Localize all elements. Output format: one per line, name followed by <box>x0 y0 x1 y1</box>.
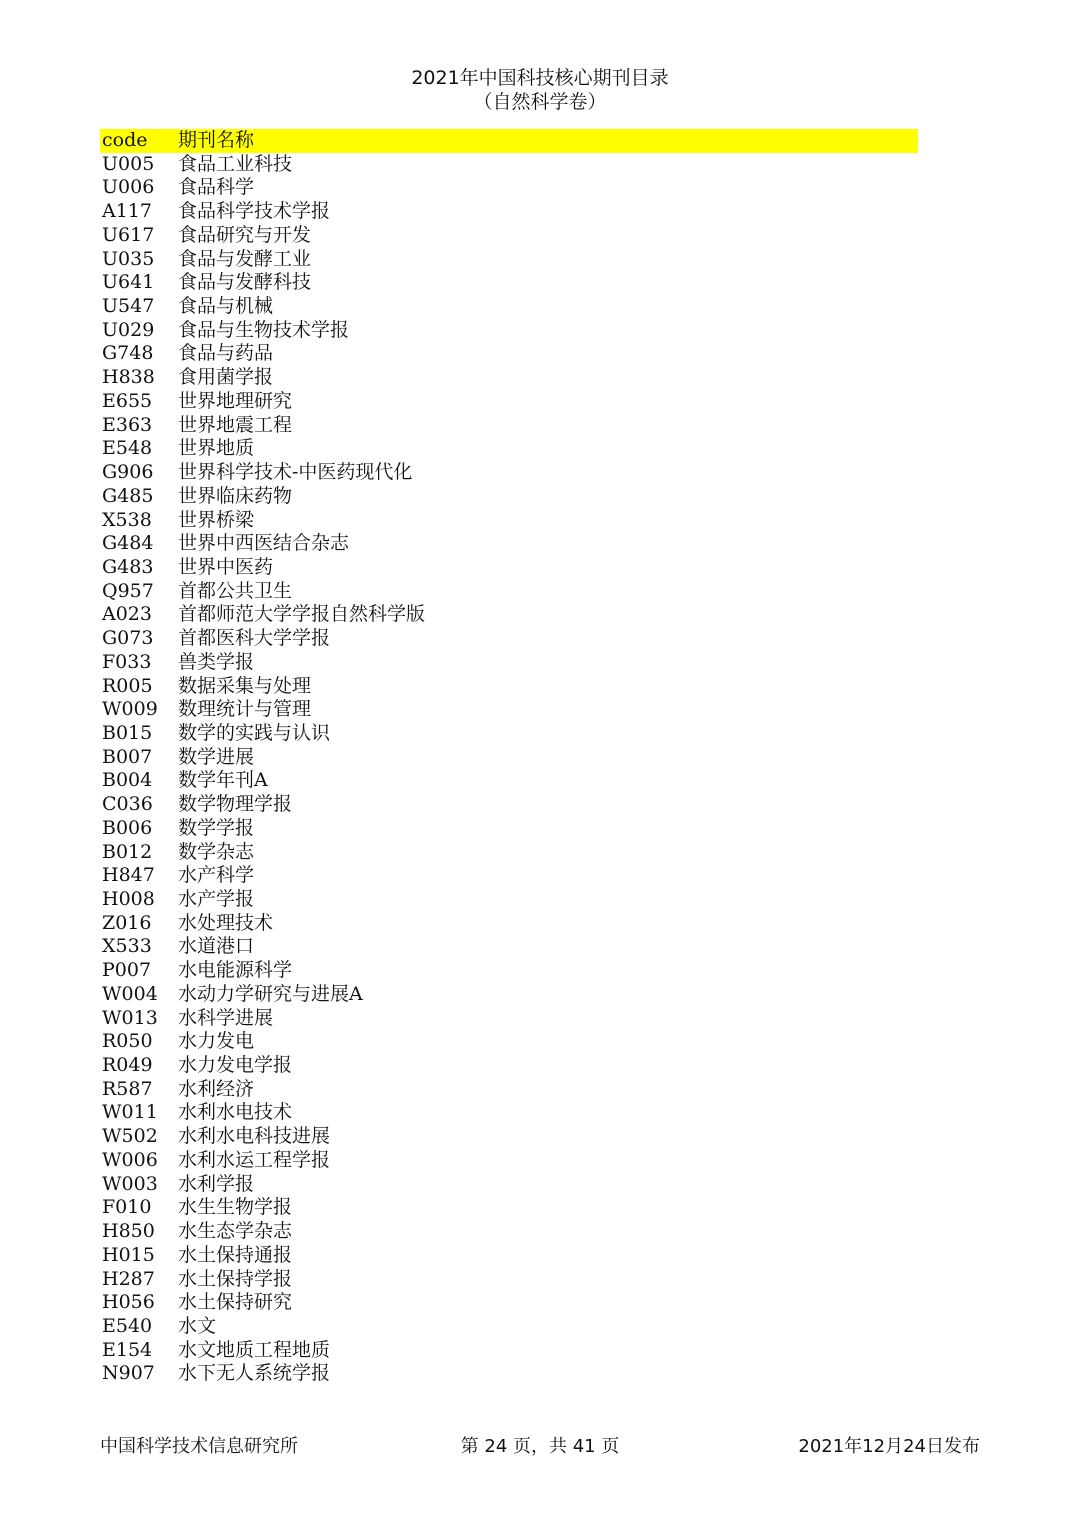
table-row <box>100 1173 918 1197</box>
journal-code: R587 <box>102 1077 153 1100</box>
footer-publisher: 中国科学技术信息研究所 <box>100 1436 298 1457</box>
journal-name: 首都师范大学学报自然科学版 <box>178 603 426 626</box>
journal-name: 数学年刊A <box>178 769 268 792</box>
journal-name: 水力发电 <box>178 1030 255 1053</box>
journal-code: H056 <box>102 1291 155 1314</box>
journal-name: 世界中西医结合杂志 <box>178 532 350 555</box>
table-row <box>100 271 918 295</box>
journal-name: 水土保持研究 <box>178 1291 293 1314</box>
journal-name: 食品与机械 <box>178 295 274 318</box>
journal-name: 食品与药品 <box>178 342 274 365</box>
table-row <box>100 176 918 200</box>
table-row <box>100 1196 918 1220</box>
table-row <box>100 959 918 983</box>
journal-code: U005 <box>102 152 155 175</box>
journal-name: 世界地理研究 <box>178 389 293 412</box>
footer-release-date: 2021年12月24日发布 <box>798 1436 980 1457</box>
table-row <box>100 1268 918 1292</box>
table-row <box>100 1291 918 1315</box>
header-code: code <box>102 129 148 151</box>
journal-code: F033 <box>102 650 152 673</box>
table-row <box>100 1007 918 1031</box>
journal-name: 水土保持学报 <box>178 1267 293 1290</box>
journal-code: R050 <box>102 1030 153 1053</box>
table-row <box>100 888 918 912</box>
journal-name: 水产科学 <box>178 864 255 887</box>
table-row <box>100 912 918 936</box>
table-row <box>100 390 918 414</box>
journal-code: H850 <box>102 1220 155 1243</box>
journal-name: 世界临床药物 <box>178 484 293 507</box>
journal-name: 水利经济 <box>178 1077 255 1100</box>
journal-code: X533 <box>102 935 152 958</box>
journal-name: 食品研究与开发 <box>178 223 312 246</box>
journal-code: W006 <box>102 1148 158 1171</box>
journal-name: 水动力学研究与进展A <box>178 982 363 1005</box>
table-row <box>100 1244 918 1268</box>
table-row <box>100 532 918 556</box>
table-row <box>100 675 918 699</box>
journal-name: 水道港口 <box>178 935 255 958</box>
table-header-row <box>100 129 918 153</box>
table-row <box>100 722 918 746</box>
document-subtitle: （自然科学卷） <box>473 91 607 113</box>
journal-name: 食用菌学报 <box>178 366 274 389</box>
table-row <box>100 864 918 888</box>
table-row <box>100 603 918 627</box>
table-row <box>100 1054 918 1078</box>
journal-name: 水电能源科学 <box>178 959 293 982</box>
journal-code: W011 <box>102 1101 158 1124</box>
journal-name: 食品科学技术学报 <box>178 200 331 223</box>
journal-code: H008 <box>102 888 155 910</box>
journal-name: 世界中医药 <box>178 555 274 578</box>
table-row <box>100 200 918 224</box>
journal-code: U547 <box>102 295 155 318</box>
journal-code: N907 <box>102 1362 155 1385</box>
table-row <box>100 817 918 841</box>
table-row <box>100 509 918 533</box>
table-row <box>100 627 918 651</box>
journal-code: B004 <box>102 769 153 792</box>
journal-code: F010 <box>102 1196 152 1219</box>
journal-code: H847 <box>102 864 155 887</box>
journal-name: 世界桥梁 <box>178 508 255 531</box>
journal-name: 水科学进展 <box>178 1006 274 1029</box>
table-row <box>100 153 918 177</box>
table-row <box>100 414 918 438</box>
journal-name: 数学学报 <box>178 816 255 839</box>
table-row <box>100 1078 918 1102</box>
journal-code: G485 <box>102 484 154 507</box>
table-row <box>100 224 918 248</box>
journal-name: 水下无人系统学报 <box>178 1362 331 1385</box>
journal-code: H838 <box>102 366 155 389</box>
journal-code: Q957 <box>102 579 154 602</box>
journal-code: W013 <box>102 1006 158 1029</box>
table-row <box>100 580 918 604</box>
table-row <box>100 841 918 865</box>
journal-code: E363 <box>102 413 153 436</box>
table-row <box>100 1125 918 1149</box>
journal-code: E154 <box>102 1338 153 1361</box>
footer-page-number: 第 24 页，共 41 页 <box>460 1436 620 1457</box>
journal-code: G483 <box>102 555 154 578</box>
journal-name: 水生态学杂志 <box>178 1220 293 1243</box>
journal-code: G073 <box>102 627 154 650</box>
journal-name: 食品与生物技术学报 <box>178 318 350 341</box>
journal-name: 水文 <box>178 1314 217 1337</box>
journal-code: U029 <box>102 318 155 341</box>
journal-name: 数据采集与处理 <box>178 674 312 697</box>
journal-code: G484 <box>102 532 154 555</box>
journal-name: 水利学报 <box>178 1172 255 1195</box>
table-row <box>100 983 918 1007</box>
journal-table <box>100 129 918 1386</box>
journal-code: P007 <box>102 959 152 982</box>
journal-code: G748 <box>102 342 154 365</box>
journal-code: E540 <box>102 1314 153 1337</box>
journal-name: 数学物理学报 <box>178 793 293 816</box>
table-row <box>100 319 918 343</box>
table-row <box>100 556 918 580</box>
table-row <box>100 248 918 272</box>
journal-name: 世界地震工程 <box>178 413 293 436</box>
table-row <box>100 769 918 793</box>
journal-name: 首都公共卫生 <box>178 579 293 602</box>
table-row <box>100 1030 918 1054</box>
journal-code: C036 <box>102 793 153 816</box>
table-row <box>100 485 918 509</box>
table-row <box>100 793 918 817</box>
table-row <box>100 651 918 675</box>
journal-name: 食品工业科技 <box>178 152 293 175</box>
journal-name: 水利水电科技进展 <box>178 1125 331 1148</box>
journal-code: G906 <box>102 461 154 484</box>
journal-code: H015 <box>102 1243 155 1266</box>
journal-code: W004 <box>102 982 158 1005</box>
journal-name: 数学进展 <box>178 745 255 768</box>
journal-name: 食品与发酵工业 <box>178 247 312 270</box>
journal-name: 食品科学 <box>178 176 255 199</box>
journal-code: B007 <box>102 745 153 768</box>
journal-code: E655 <box>102 389 153 412</box>
journal-name: 世界科学技术-中医药现代化 <box>178 461 413 484</box>
journal-name: 水利水运工程学报 <box>178 1148 331 1171</box>
table-body <box>100 153 918 1386</box>
journal-name: 水土保持通报 <box>178 1243 293 1266</box>
journal-code: W502 <box>102 1125 158 1148</box>
table-row <box>100 461 918 485</box>
table-row <box>100 1220 918 1244</box>
journal-name: 数理统计与管理 <box>178 698 312 721</box>
journal-name: 世界地质 <box>178 437 255 460</box>
table-row <box>100 1101 918 1125</box>
table-row <box>100 1149 918 1173</box>
journal-name: 数学杂志 <box>178 840 255 863</box>
table-row <box>100 1339 918 1363</box>
journal-code: A023 <box>102 603 152 626</box>
table-row <box>100 698 918 722</box>
journal-code: B006 <box>102 816 153 839</box>
table-row <box>100 342 918 366</box>
journal-code: W009 <box>102 698 158 721</box>
header-journal-name: 期刊名称 <box>178 129 255 151</box>
table-row <box>100 1315 918 1339</box>
journal-name: 首都医科大学学报 <box>178 627 331 650</box>
journal-name: 食品与发酵科技 <box>178 271 312 294</box>
table-row <box>100 295 918 319</box>
journal-code: X538 <box>102 508 152 531</box>
journal-name: 水文地质工程地质 <box>178 1338 331 1361</box>
journal-code: W003 <box>102 1172 158 1195</box>
journal-name: 水生生物学报 <box>178 1196 293 1219</box>
document-title: 2021年中国科技核心期刊目录 <box>411 67 669 89</box>
table-row <box>100 746 918 770</box>
journal-code: U641 <box>102 271 155 294</box>
table-row <box>100 366 918 390</box>
journal-code: R049 <box>102 1054 153 1077</box>
journal-name: 兽类学报 <box>178 650 255 673</box>
journal-name: 水利水电技术 <box>178 1101 293 1124</box>
journal-code: B012 <box>102 840 153 863</box>
journal-name: 水产学报 <box>178 888 255 910</box>
journal-name: 水力发电学报 <box>178 1054 293 1077</box>
journal-code: R005 <box>102 674 153 697</box>
journal-code: U617 <box>102 223 155 246</box>
table-row <box>100 437 918 461</box>
table-row <box>100 935 918 959</box>
journal-code: U035 <box>102 247 155 270</box>
journal-name: 水处理技术 <box>178 911 274 934</box>
journal-code: A117 <box>102 200 152 223</box>
journal-code: U006 <box>102 176 155 199</box>
journal-code: Z016 <box>102 911 152 934</box>
journal-name: 数学的实践与认识 <box>178 721 331 744</box>
journal-code: B015 <box>102 721 153 744</box>
journal-code: H287 <box>102 1267 155 1290</box>
journal-code: E548 <box>102 437 153 460</box>
table-row <box>100 1362 918 1386</box>
